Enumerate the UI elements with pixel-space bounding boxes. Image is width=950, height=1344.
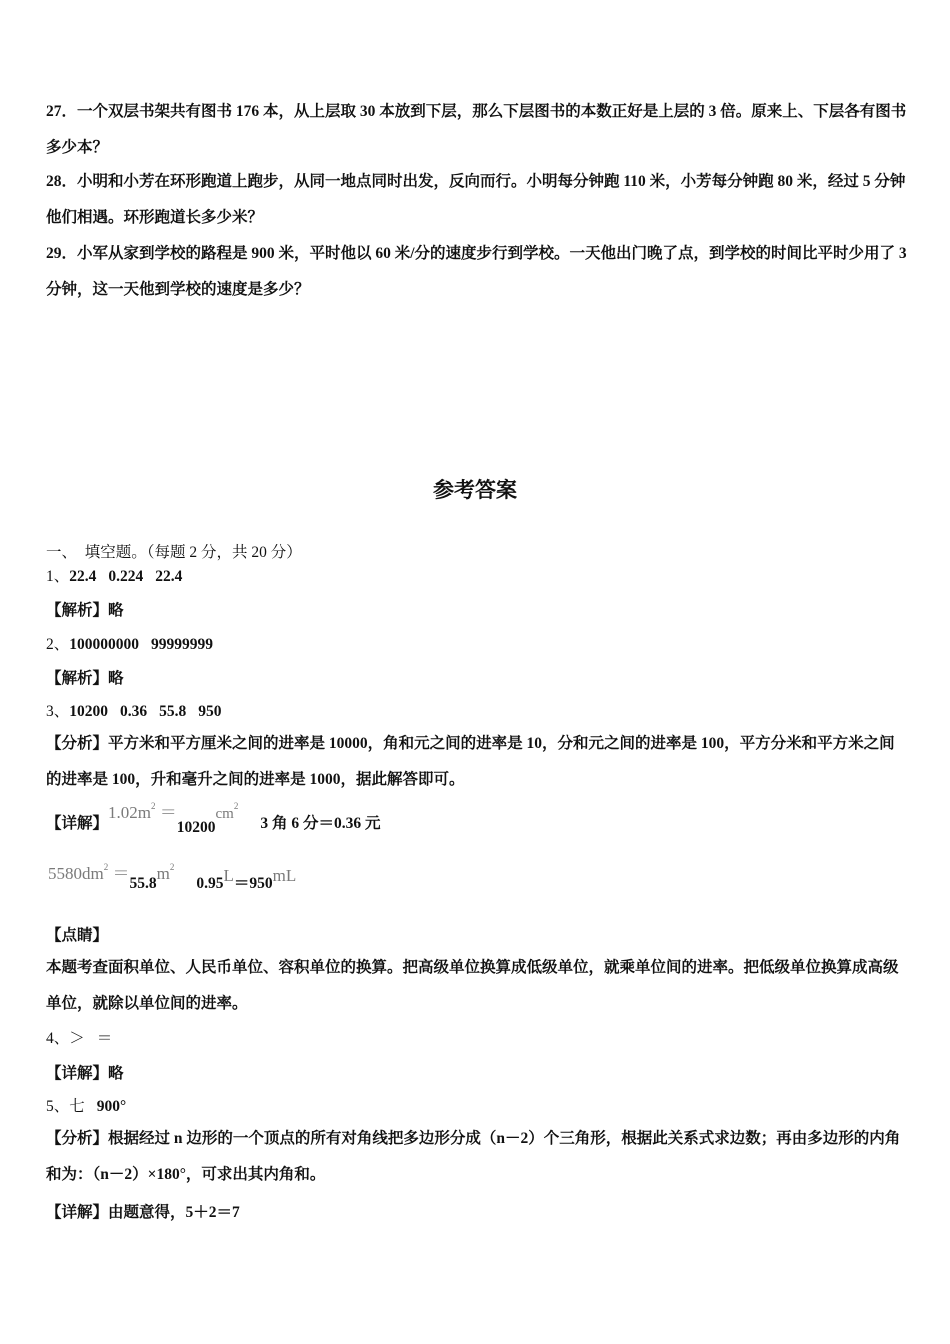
- answer-5-label: 5、: [46, 1098, 70, 1115]
- section-heading: 一、 填空题。（每题 2 分，共 20 分）: [46, 544, 302, 561]
- answer-2-label: 2、: [46, 636, 70, 653]
- eq1-unit: $cm^2$: [215, 801, 239, 822]
- answer-3-value-1: 10200: [69, 703, 109, 720]
- answer-3: [46, 699, 222, 721]
- answer-3-value-3: 55.8: [159, 703, 187, 720]
- answer-4-label: 4、: [46, 1030, 70, 1047]
- eq4-result: 950: [249, 875, 273, 892]
- question-28: 28．小明和小芳在环形跑道上跑步，从同一地点同时出发，反向而行。小明每分钟跑 110 米，小芳每分钟跑 80 米，经过 5 分钟他们相遇。环形跑道长多少米？: [46, 173, 906, 226]
- answer-2: [46, 632, 213, 654]
- answer-5: [46, 1094, 126, 1116]
- answer-3-detail-line-1: [46, 801, 381, 836]
- answer-1-value-2: 0.224: [108, 568, 144, 585]
- eq1-value: 10200: [176, 819, 216, 836]
- answer-5-value-1: 七: [69, 1098, 85, 1115]
- answer-4-detail: 【详解】略: [46, 1065, 124, 1082]
- answer-3-comment-label: 【点睛】: [46, 927, 109, 944]
- answer-3-detail-line-2: [48, 862, 297, 892]
- answer-3-label: 3、: [46, 703, 70, 720]
- question-29: 29．小军从家到学校的路程是 900 米，平时他以 60 米/分的速度步行到学校。一天他出门晚了点，到学校的时间比平时少用了 3 分钟，这一天他到学校的速度是多少？: [46, 245, 907, 298]
- eq1-left: $1.02m^2$ ＝: [108, 801, 177, 822]
- answer-2-analysis: 【解析】略: [46, 670, 124, 687]
- answer-4-value-2: ＝: [96, 1030, 113, 1047]
- answer-5-analysis: 【分析】根据经过 n 边形的一个顶点的所有对角线把多边形分成（n－2）个三角形，根据此关系式求边数；再由多边形的内角和为：（n－2）×180°，可求出其内角和。: [46, 1130, 901, 1183]
- answers-title: 参考答案: [433, 478, 517, 502]
- answer-3-comment: 本题考查面积单位、人民币单位、容积单位的换算。把高级单位换算成低级单位，就乘单位间的进率。把低级单位换算成高级单位，就除以单位间的进率。: [46, 959, 899, 1012]
- eq3-unit: $m^2$: [156, 862, 175, 883]
- eq3-left: $5580dm^2$ ＝: [48, 862, 130, 883]
- question-27: 27．一个双层书架共有图书 176 本，从上层取 30 本放到下层，那么下层图书的本数正好是上层的 3 倍。原来上、下层各有图书多少本？: [46, 103, 907, 156]
- answer-1-label: 1、: [46, 568, 70, 585]
- eq3-value: 55.8: [129, 875, 157, 892]
- answer-5-value-2: 900°: [96, 1098, 127, 1115]
- answer-3-value-2: 0.36: [120, 703, 148, 720]
- answer-3-detail-label: 【详解】: [46, 815, 109, 832]
- answer-5-detail: 【详解】由题意得，5＋2＝7: [46, 1204, 240, 1221]
- answer-1-value-1: 22.4: [69, 568, 97, 585]
- eq4-value: 0.95: [196, 875, 224, 892]
- eq4-result-unit: mL: [272, 866, 297, 885]
- eq2: 3 角 6 分＝0.36 元: [260, 815, 381, 832]
- answer-2-value-2: 99999999: [151, 636, 214, 653]
- answer-1: [46, 564, 182, 586]
- answer-4-value-1: ＞: [69, 1030, 85, 1047]
- answer-1-value-3: 22.4: [155, 568, 183, 585]
- eq4-op: ＝: [233, 875, 250, 892]
- answer-2-value-1: 100000000: [69, 636, 140, 653]
- answer-3-analysis: 【分析】平方米和平方厘米之间的进率是 10000，角和元之间的进率是 10，分和元之间的进率是 100，平方分米和平方米之间的进率是 100，升和毫升之间的进率是 1000，据此解答即可。: [46, 735, 895, 788]
- answer-1-analysis: 【解析】略: [46, 602, 124, 619]
- answer-3-value-4: 950: [198, 703, 222, 720]
- answer-4: [46, 1026, 112, 1048]
- eq4-unit: L: [223, 866, 234, 885]
